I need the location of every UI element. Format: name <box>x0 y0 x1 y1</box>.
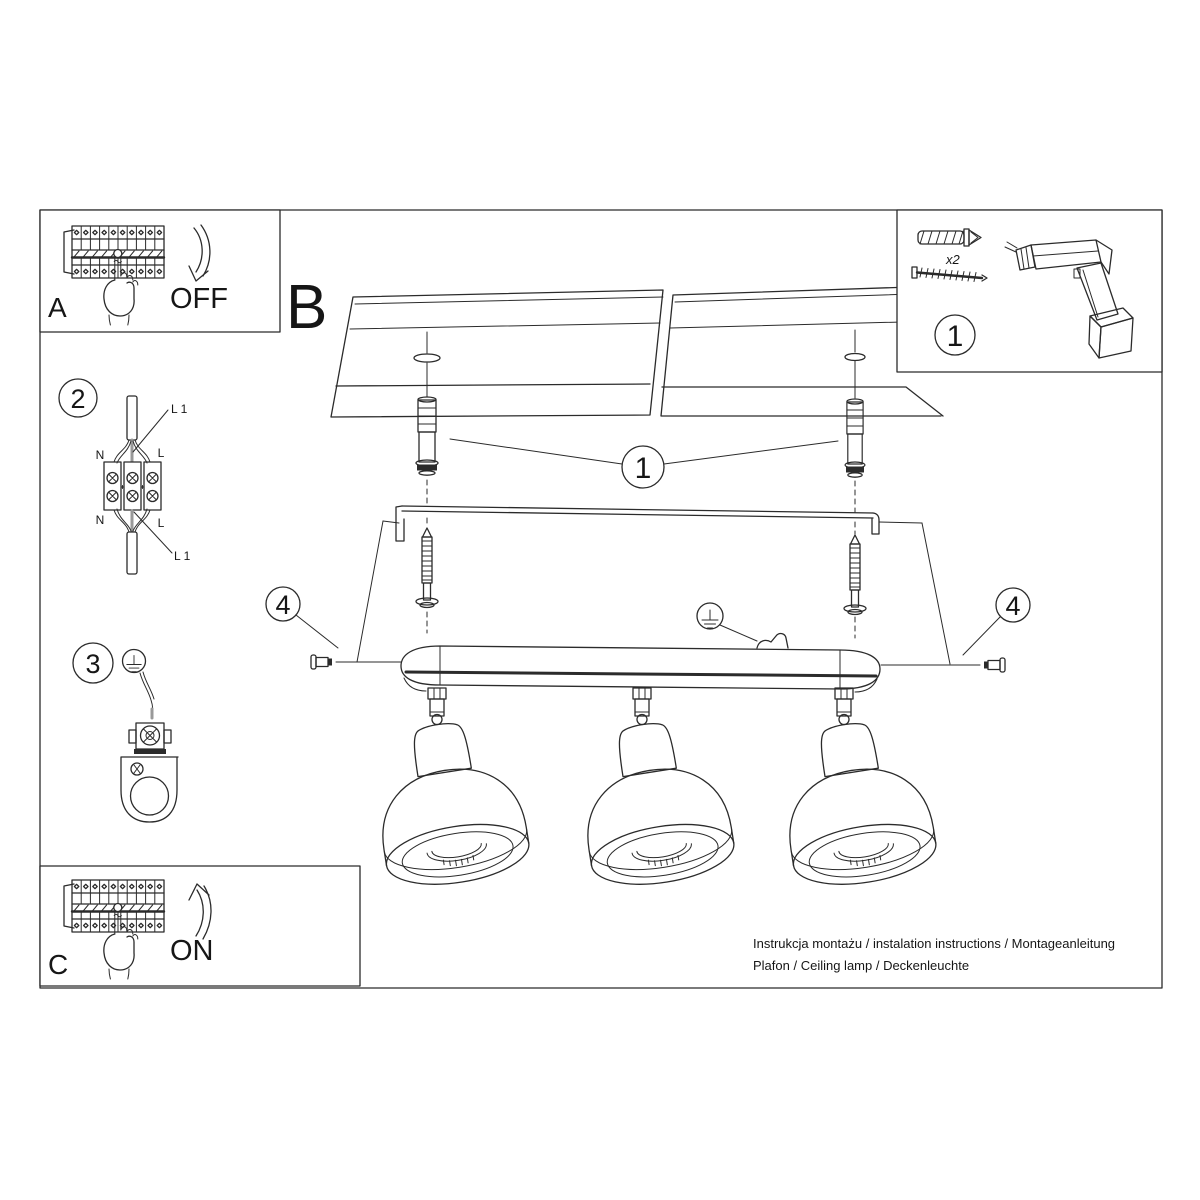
callout-anchor <box>450 439 838 488</box>
parts-box <box>897 210 1162 372</box>
ground-bracket <box>121 757 178 822</box>
spotlight-left <box>366 688 533 893</box>
footer-line1: Instrukcja montażu / instalation instructions / Montageanleitung <box>753 936 1116 951</box>
ground-connection <box>697 603 788 648</box>
terminal-block <box>104 462 161 510</box>
cable-bottom <box>127 532 137 574</box>
terminal-l-top: L <box>157 446 165 460</box>
terminal-l-bottom: L <box>157 516 165 530</box>
wire-label-top: L 1 <box>171 402 188 416</box>
step-a-box <box>40 210 280 332</box>
step-a-label: A <box>48 292 67 323</box>
callout-screw-right-number: 4 <box>1005 591 1021 621</box>
drill-holes <box>414 330 865 398</box>
terminal-n-top: N <box>95 448 105 462</box>
terminal-n-bottom: N <box>95 513 105 527</box>
footer-caption <box>753 936 1115 973</box>
callout-screw-right <box>963 588 1030 655</box>
step-3-ground <box>73 643 178 822</box>
mounting-bracket <box>383 506 922 541</box>
dowel-quantity: x2 <box>946 252 960 267</box>
ceiling-footprint-outline <box>357 521 950 664</box>
step-c-label: C <box>48 949 69 980</box>
parts-box-number: 1 <box>946 320 964 353</box>
power-on-label: ON <box>170 935 214 967</box>
cable-top <box>127 396 137 440</box>
step-c-box <box>40 866 360 986</box>
step-3-number: 3 <box>85 649 101 679</box>
callout-screw-left <box>266 587 338 648</box>
wire-label-bottom: L 1 <box>174 549 191 563</box>
step-2-wiring <box>59 379 191 574</box>
lamp-canopy <box>401 646 880 692</box>
callout-screw-left-number: 4 <box>275 590 291 620</box>
spotlight-middle <box>571 688 738 893</box>
step-b-label: B <box>286 273 328 342</box>
power-off-label: OFF <box>170 283 228 315</box>
footer-line2: Plafon / Ceiling lamp / Deckenleuchte <box>753 958 970 973</box>
ground-terminal <box>129 723 171 754</box>
spotlight-right <box>773 688 940 893</box>
step-2-number: 2 <box>70 384 86 414</box>
callout-anchor-number: 1 <box>634 452 652 485</box>
